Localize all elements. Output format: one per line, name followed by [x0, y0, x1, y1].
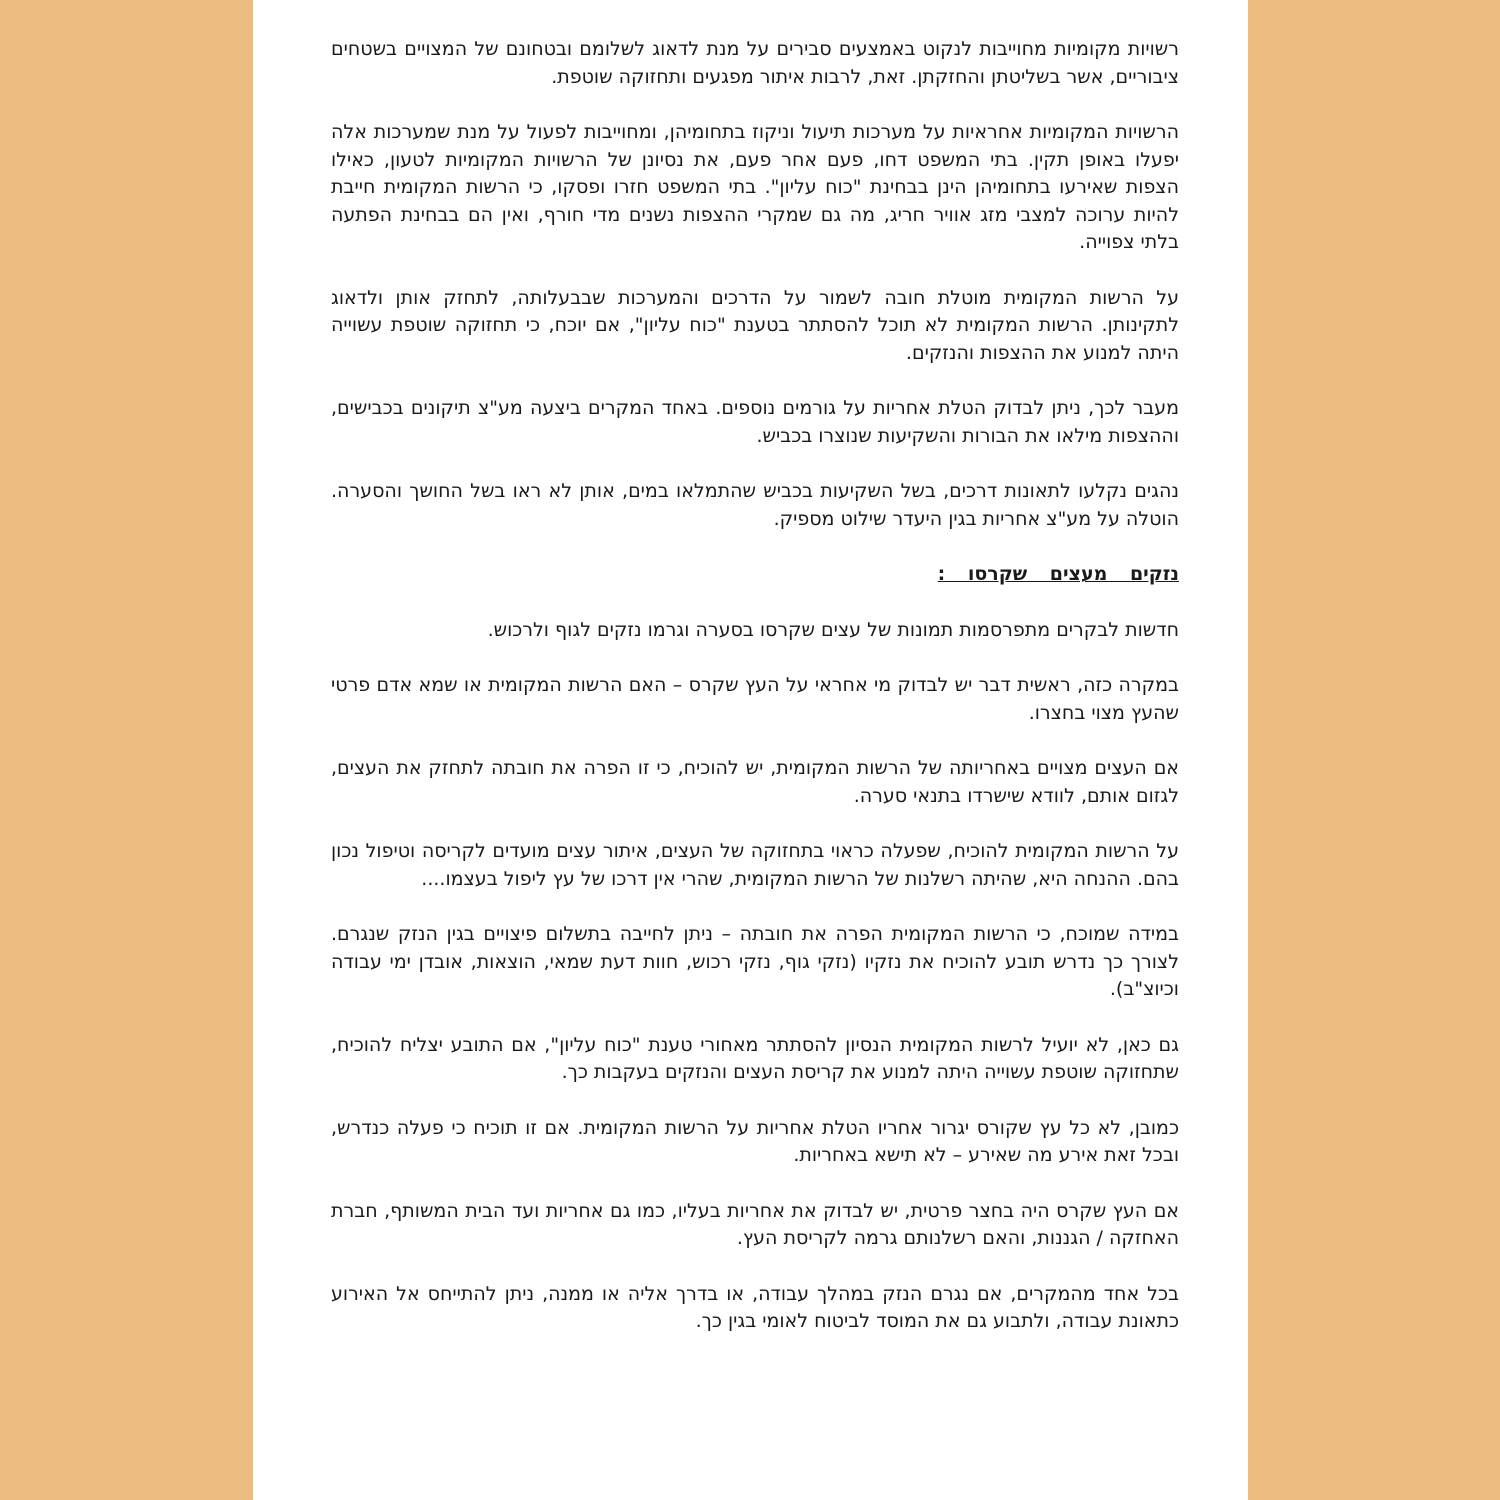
paragraph: אם העצים מצויים באחריותה של הרשות המקומית, יש להוכיח, כי זו הפרה את חובתה לתחזק את העצים, לגזום אותם, לוודא שישרדו בתנאי סערה.: [331, 757, 1179, 807]
paragraph: גם כאן, לא יועיל לרשות המקומית הנסיון להסתתר מאחורי טענת "כוח עליון", אם התובע יצליח להוכיח, שתחזוקה שוטפת עשוייה היתה למנוע את קריסת העצים והנזקים בעקבות כך.: [331, 1033, 1179, 1083]
paragraph: במקרה כזה, ראשית דבר יש לבדוק מי אחראי על העץ שקרס – האם הרשות המקומית או שמא אדם פרטי שהעץ מצוי בחצרו.: [331, 674, 1179, 724]
paragraph: הרשויות המקומיות אחראיות על מערכות תיעול וניקוז בתחומיהן, ומחוייבות לפעול על מנת שמערכות אלה יפעלו באופן תקין. בתי המשפט דחו, פעם אחר פעם, את נסיונן של הרשויות המקומיות לטעון, כאילו הצפות שאירעו בתחומיהן הינן בבחינת "כוח עליון". בתי המשפט חזרו ופסקו, כי הרשות המקומית חייבת להיות ערוכה למצבי מזג אוויר חריג, מה גם שמקרי ההצפות נשנים מדי חורף, ואין הם בבחינת הפתעה בלתי צפוייה.: [331, 121, 1179, 253]
paragraph: רשויות מקומיות מחוייבות לנקוט באמצעים סבירים על מנת לדאוג לשלומם ובטחונם של המצויים בשטחים ציבוריים, אשר בשליטתן והחזקתן. זאת, לרבות איתור מפגעים ותחזוקה שוטפת.: [331, 38, 1179, 88]
paragraph: חדשות לבקרים מתפרסמות תמונות של עצים שקרסו בסערה וגרמו נזקים לגוף ולרכוש.: [487, 618, 1179, 641]
document-body: [331, 36, 1179, 1364]
paragraph: כמובן, לא כל עץ שקורס יגרור אחריו הטלת אחריות על הרשות המקומית. אם זו תוכיח כי פעלה כנדרש, ובכל זאת אירע מה שאירע – לא תישא באחריות.: [331, 1116, 1179, 1166]
paragraph: בכל אחד מהמקרים, אם נגרם הנזק במהלך עבודה, או בדרך אליה או ממנה, ניתן להתייחס אל האירוע כתאונת עבודה, ולתבוע גם את המוסד לביטוח לאומי בגין כך.: [331, 1282, 1179, 1332]
paragraph: נהגים נקלעו לתאונות דרכים, בשל השקיעות בכביש שהתמלאו במים, אותן לא ראו בשל החושך והסערה. הוטלה על מע"צ אחריות בגין היעדר שילוט מספיק.: [331, 480, 1179, 530]
paragraph: אם העץ שקרס היה בחצר פרטית, יש לבדוק את אחריות בעליו, כמו גם אחריות ועד הבית המשותף, חברת האחזקה / הגננות, והאם רשלנותם גרמה לקריסת העץ.: [331, 1199, 1179, 1249]
document-page: [253, 0, 1248, 1500]
paragraph: מעבר לכך, ניתן לבדוק הטלת אחריות על גורמים נוספים. באחד המקרים ביצעה מע"צ תיקונים בכבישים, וההצפות מילאו את הבורות והשקיעות שנוצרו בכביש.: [331, 397, 1179, 447]
paragraph: על הרשות המקומית להוכיח, שפעלה כראוי בתחזוקה של העצים, איתור עצים מועדים לקריסה וטיפול נכון בהם. ההנחה היא, שהיתה רשלנות של הרשות המקומית, שהרי אין דרכו של עץ ליפול בעצמו....: [331, 840, 1179, 890]
section-heading: נזקים מעצים שקרסו :: [937, 563, 1179, 585]
paragraph: במידה שמוכח, כי הרשות המקומית הפרה את חובתה – ניתן לחייבה בתשלום פיצויים בגין הנזק שנגרם. לצורך כך נדרש תובע להוכיח את נזקיו (נזקי גוף, נזקי רכוש, חוות דעת שמאי, הוצאות, אובדן ימי עבודה וכיוצ"ב).: [331, 923, 1179, 1000]
paragraph: על הרשות המקומית מוטלת חובה לשמור על הדרכים והמערכות שבבעלותה, לתחזק אותן ולדאוג לתקינותן. הרשות המקומית לא תוכל להסתתר בטענת "כוח עליון", אם יוכח, כי תחזוקה שוטפת עשוייה היתה למנוע את ההצפות והנזקים.: [331, 286, 1179, 364]
